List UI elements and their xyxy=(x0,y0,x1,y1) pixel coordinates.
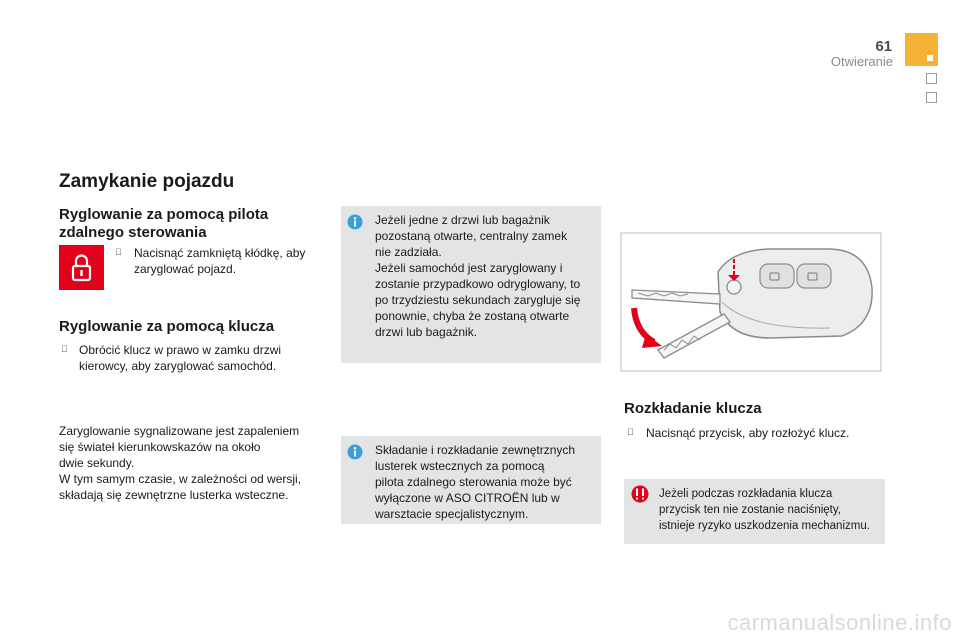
warning-icon xyxy=(631,485,649,503)
watermark: carmanualsonline.info xyxy=(727,610,952,635)
chapter-tab[interactable] xyxy=(926,92,937,103)
chapter-tab-active[interactable] xyxy=(905,33,938,66)
unfold-heading: Rozkładanie klucza xyxy=(624,400,762,417)
info-icon xyxy=(347,214,363,230)
chapter-tab[interactable] xyxy=(926,73,937,84)
bullet-icon xyxy=(627,427,634,437)
warning-box: Jeżeli podczas rozkładania klucza przycisk ten nie zostanie naciśnięty, istnieje ryzyko uszkodzenia mechanizmu. xyxy=(624,479,885,544)
key-step: Obrócić klucz w prawo w zamku drzwi kierowcy, aby zaryglować samochód. xyxy=(79,343,282,373)
info-icon xyxy=(347,444,363,460)
info-box-central-lock: Jeżeli jedne z drzwi lub bagażnik pozostaną otwarte, centralny zamek nie zadziała. Jeżeli samochód jest zaryglowany i zostanie przypadkowo odryglowany, to po trzydziestu sekundach zarygluje się ponownie, chyba że zostaną otwarte drzwi lub bagażnik. xyxy=(341,206,601,363)
signal-paragraph: Zaryglowanie sygnalizowane jest zapaleniem się świateł kierunkowskazów na około dwie sekundy. W tym samym czasie, w zależności od wersji, składają się zewnętrzne lusterka wsteczne. xyxy=(59,424,302,502)
key-heading: Ryglowanie za pomocą klucza xyxy=(59,318,275,335)
unfold-step: Nacisnąć przycisk, aby rozłożyć klucz. xyxy=(646,426,850,440)
padlock-closed-icon xyxy=(59,245,104,290)
bullet-icon xyxy=(115,247,122,257)
bullet-icon xyxy=(61,344,68,354)
info-box-mirrors: Składanie i rozkładanie zewnętrznych lusterek wstecznych za pomocą pilota zdalnego sterowania może być wyłączone w ASO CITROËN lub w warsztacie specjalistycznym. xyxy=(341,436,601,524)
chapter-title: Otwieranie xyxy=(830,54,893,69)
page-number: 61 xyxy=(875,38,892,55)
remote-step: Nacisnąć zamkniętą kłódkę, aby zaryglować pojazd. xyxy=(134,246,306,276)
tab-marker-icon xyxy=(927,55,933,61)
remote-heading: Ryglowanie za pomocą pilota zdalnego sterowania xyxy=(59,206,269,241)
key-fob-illustration xyxy=(620,232,882,372)
page-title: Zamykanie pojazdu xyxy=(59,171,235,192)
